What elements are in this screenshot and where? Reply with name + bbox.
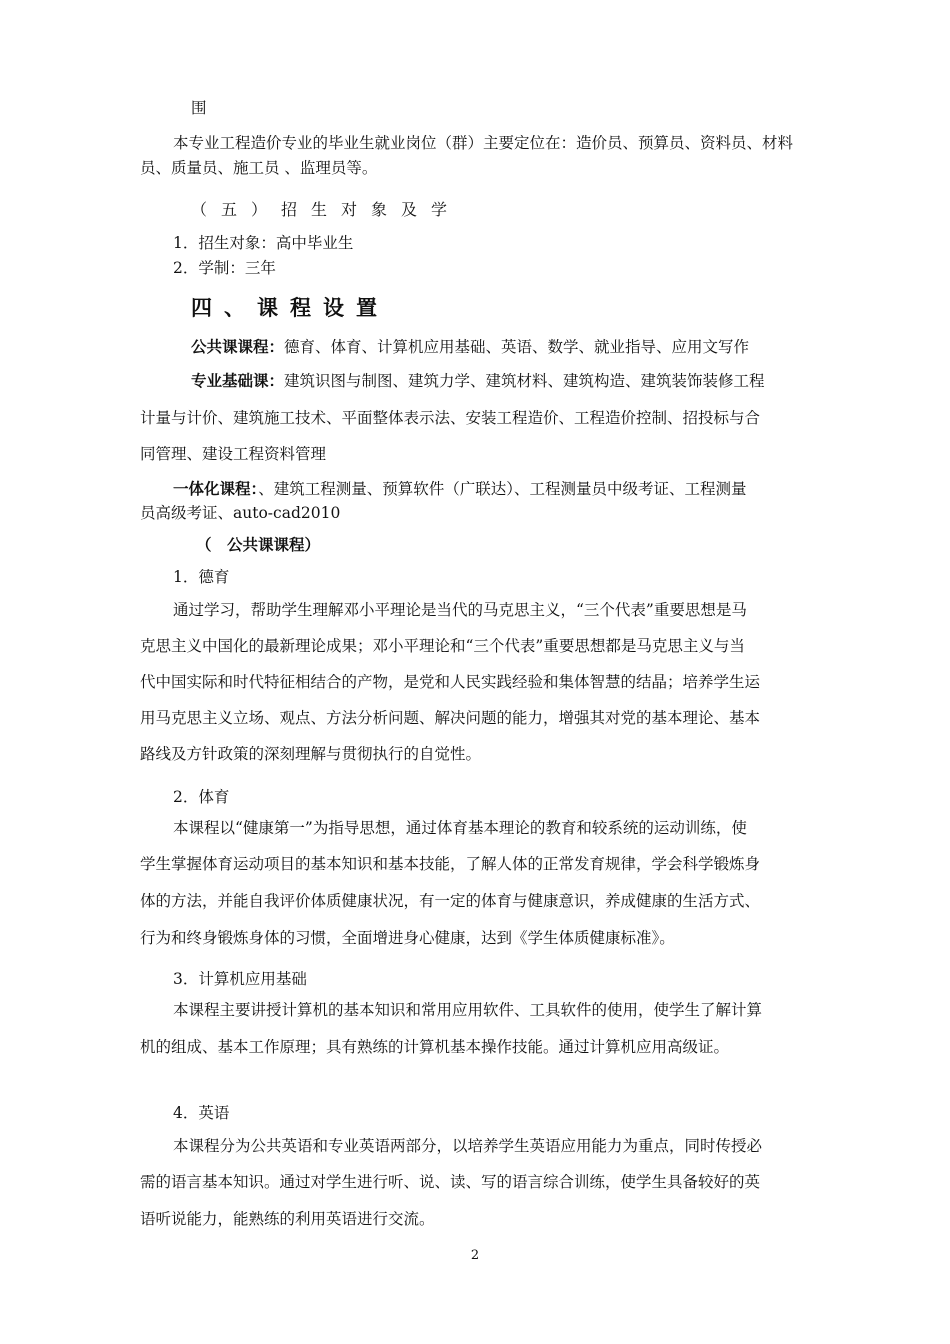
label-integrated-courses: 一体化课程： bbox=[173, 479, 259, 498]
paragraph-line: 通过学习，帮助学生理解邓小平理论是当代的马克思主义，“三个代表”重要思想是马 bbox=[173, 601, 747, 619]
paragraph-line: 员、质量员、施工员 、监理员等。 bbox=[140, 159, 378, 177]
paragraph-line: 需的语言基本知识。通过对学生进行听、说、读、写的语言综合训练，使学生具备较好的英 bbox=[140, 1173, 761, 1191]
paragraph-line: 本课程主要讲授计算机的基本知识和常用应用软件、工具软件的使用，使学生了解计算 bbox=[173, 1001, 763, 1019]
paragraph-line: 克思主义中国化的最新理论成果；邓小平理论和“三个代表”重要思想都是马克思主义与当 bbox=[140, 637, 745, 655]
public-courses-list: 德育、体育、计算机应用基础、英语、数学、就业指导、应用文写作 bbox=[284, 338, 750, 356]
section-heading: （五）招生对象及学 bbox=[191, 200, 462, 219]
integrated-courses-list: 、建筑工程测量、预算软件（广联达）、工程测量员中级考证、工程测量 bbox=[258, 480, 747, 498]
paragraph-line: 行为和终身锻炼身体的习惯，全面增进身心健康，达到《学生体质健康标准》。 bbox=[140, 929, 675, 947]
paragraph-line: 路线及方针政策的深刻理解与贯彻执行的自觉性。 bbox=[140, 745, 482, 763]
item-heading: 2．体育 bbox=[173, 788, 230, 806]
label-public-courses: 公共课课程： bbox=[191, 337, 285, 356]
subsection-heading: （ 公共课课程） bbox=[196, 535, 321, 554]
list-item: 2．学制：三年 bbox=[173, 259, 276, 277]
label-professional-basics: 专业基础课： bbox=[191, 371, 285, 390]
professional-basics-list: 建筑识图与制图、建筑力学、建筑材料、建筑构造、建筑装饰装修工程 bbox=[284, 372, 765, 390]
paragraph-line: 机的组成、基本工作原理；具有熟练的计算机基本操作技能。通过计算机应用高级证。 bbox=[140, 1038, 730, 1056]
item-heading: 1．德育 bbox=[173, 568, 230, 586]
paragraph-line: 体的方法，并能自我评价体质健康状况，有一定的体育与健康意识，养成健康的生活方式、 bbox=[140, 892, 761, 910]
paragraph-line: 代中国实际和时代特征相结合的产物，是党和人民实践经验和集体智慧的结晶；培养学生运 bbox=[140, 673, 761, 691]
paragraph-line: 学生掌握体育运动项目的基本知识和基本技能，了解人体的正常发育规律，学会科学锻炼身 bbox=[140, 855, 761, 873]
list-item: 1．招生对象：高中毕业生 bbox=[173, 234, 354, 252]
item-heading: 4．英语 bbox=[173, 1104, 230, 1122]
page-number: 2 bbox=[470, 1248, 480, 1263]
paragraph-line: 用马克思主义立场、观点、方法分析问题、解决问题的能力，增强其对党的基本理论、基本 bbox=[140, 709, 761, 727]
paragraph-line: 本专业工程造价专业的毕业生就业岗位（群）主要定位在：造价员、预算员、资料员、材料 bbox=[173, 134, 794, 152]
paragraph-line: 同管理、建设工程资料管理 bbox=[140, 445, 327, 463]
paragraph-line bbox=[191, 337, 871, 357]
paragraph-line bbox=[191, 371, 871, 391]
item-heading: 3．计算机应用基础 bbox=[173, 970, 307, 988]
paragraph-line: 本课程分为公共英语和专业英语两部分，以培养学生英语应用能力为重点，同时传授必 bbox=[173, 1137, 763, 1155]
paragraph-line: 本课程以“健康第一”为指导思想，通过体育基本理论的教育和较系统的运动训练，使 bbox=[173, 819, 747, 837]
paragraph-line: 计量与计价、建筑施工技术、平面整体表示法、安装工程造价、工程造价控制、招投标与合 bbox=[140, 409, 761, 427]
chapter-heading: 四、课程设置 bbox=[191, 295, 389, 320]
paragraph-line bbox=[173, 479, 853, 499]
paragraph-line: 语听说能力，能熟练的利用英语进行交流。 bbox=[140, 1210, 435, 1228]
text-line: 围 bbox=[191, 99, 207, 117]
paragraph-line: 员高级考证、auto-cad2010 bbox=[140, 504, 341, 522]
